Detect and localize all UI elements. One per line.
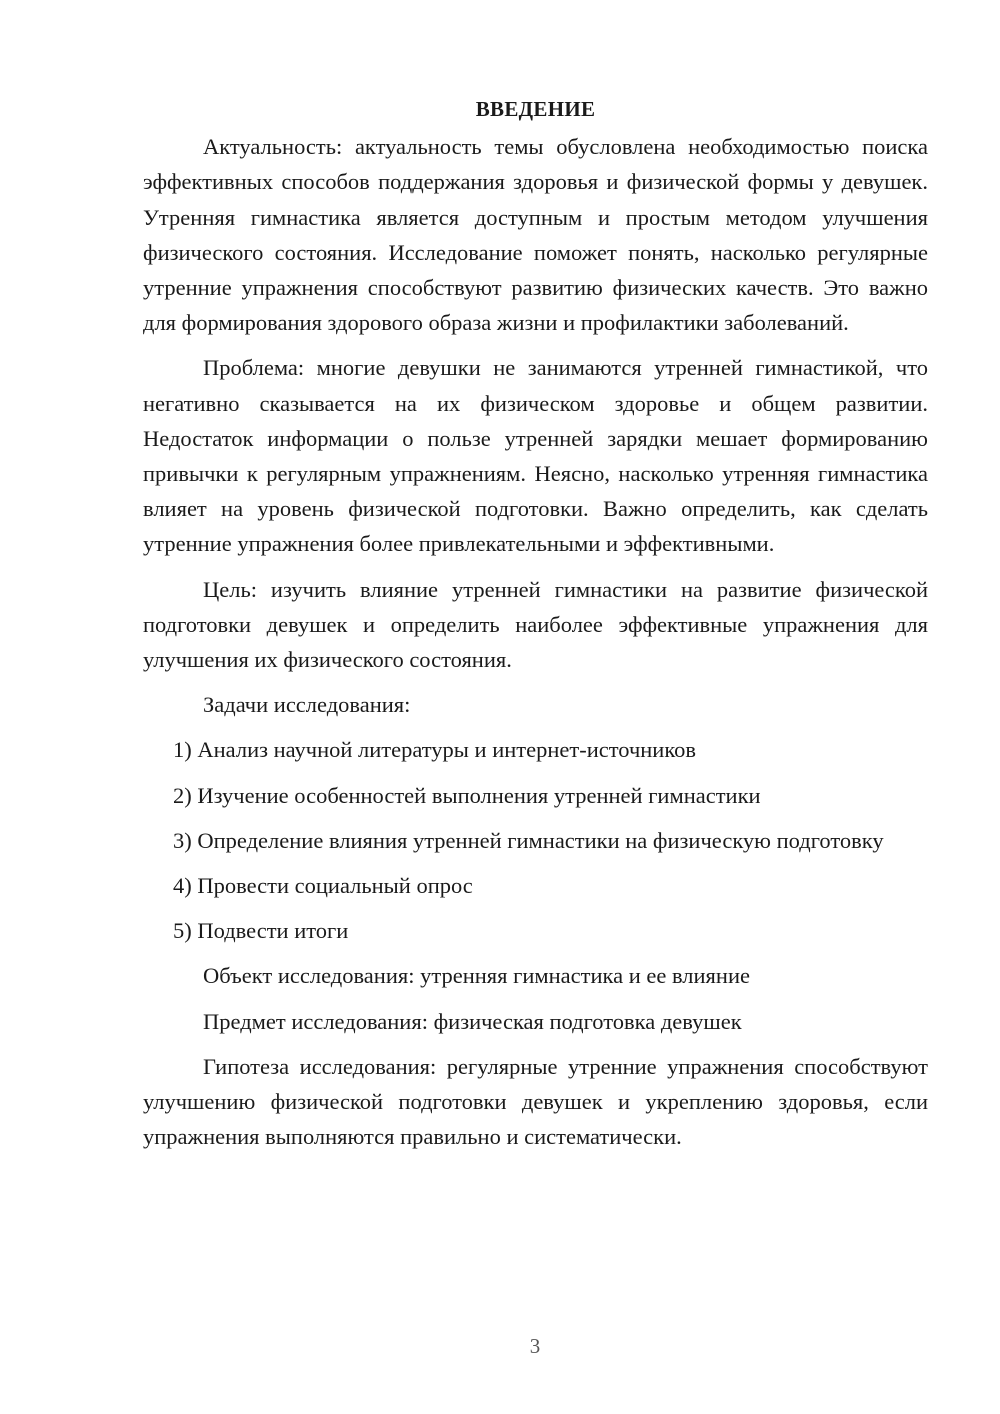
page-number: 3 bbox=[529, 1334, 541, 1358]
research-hypothesis: Гипотеза исследования: регулярные утренние упражнения способствуют улучшению физической подготовки девушек и укреплению здоровья, если упражнения выполняются правильно и систематически. bbox=[143, 1053, 928, 1150]
tasks-heading: Задачи исследования: bbox=[203, 692, 411, 718]
task-item-5: 5) Подвести итоги bbox=[173, 918, 349, 944]
document-page bbox=[143, 92, 928, 1164]
problem-paragraph: Проблема: многие девушки не занимаются утренней гимнастикой, что негативно сказывается на их физическом здоровье и общем развитии. Недостаток информации о пользе утренней зарядки мешает формированию привычки к регулярным упражнениям. Неясно, насколько утренняя гимнастика влияет на уровень физической подготовки. Важно определить, как сделать утренние упражнения более привлекательными и эффективными. bbox=[143, 355, 928, 557]
task-item-2: 2) Изучение особенностей выполнения утренней гимнастики bbox=[173, 782, 761, 808]
task-item-3: 3) Определение влияния утренней гимнастики на физическую подготовку bbox=[173, 827, 884, 853]
goal-paragraph: Цель: изучить влияние утренней гимнастики на развитие физической подготовки девушек и определить наиболее эффективные упражнения для улучшения их физического состояния. bbox=[143, 576, 928, 673]
relevance-paragraph: Актуальность: актуальность темы обусловлена необходимостью поиска эффективных способов поддержания здоровья и физической формы у девушек. Утренняя гимнастика является доступным и простым методом улучшения физического состояния. Исследование поможет понять, насколько регулярные утренние упражнения способствуют развитию физических качеств. Это важно для формирования здорового образа жизни и профилактики заболеваний. bbox=[143, 134, 928, 336]
task-item-1: 1) Анализ научной литературы и интернет-источников bbox=[173, 737, 697, 763]
research-subject: Предмет исследования: физическая подготовка девушек bbox=[203, 1008, 742, 1034]
research-object: Объект исследования: утренняя гимнастика и ее влияние bbox=[203, 963, 750, 989]
task-item-4: 4) Провести социальный опрос bbox=[173, 873, 473, 899]
page-title: ВВЕДЕНИЕ bbox=[475, 97, 596, 121]
